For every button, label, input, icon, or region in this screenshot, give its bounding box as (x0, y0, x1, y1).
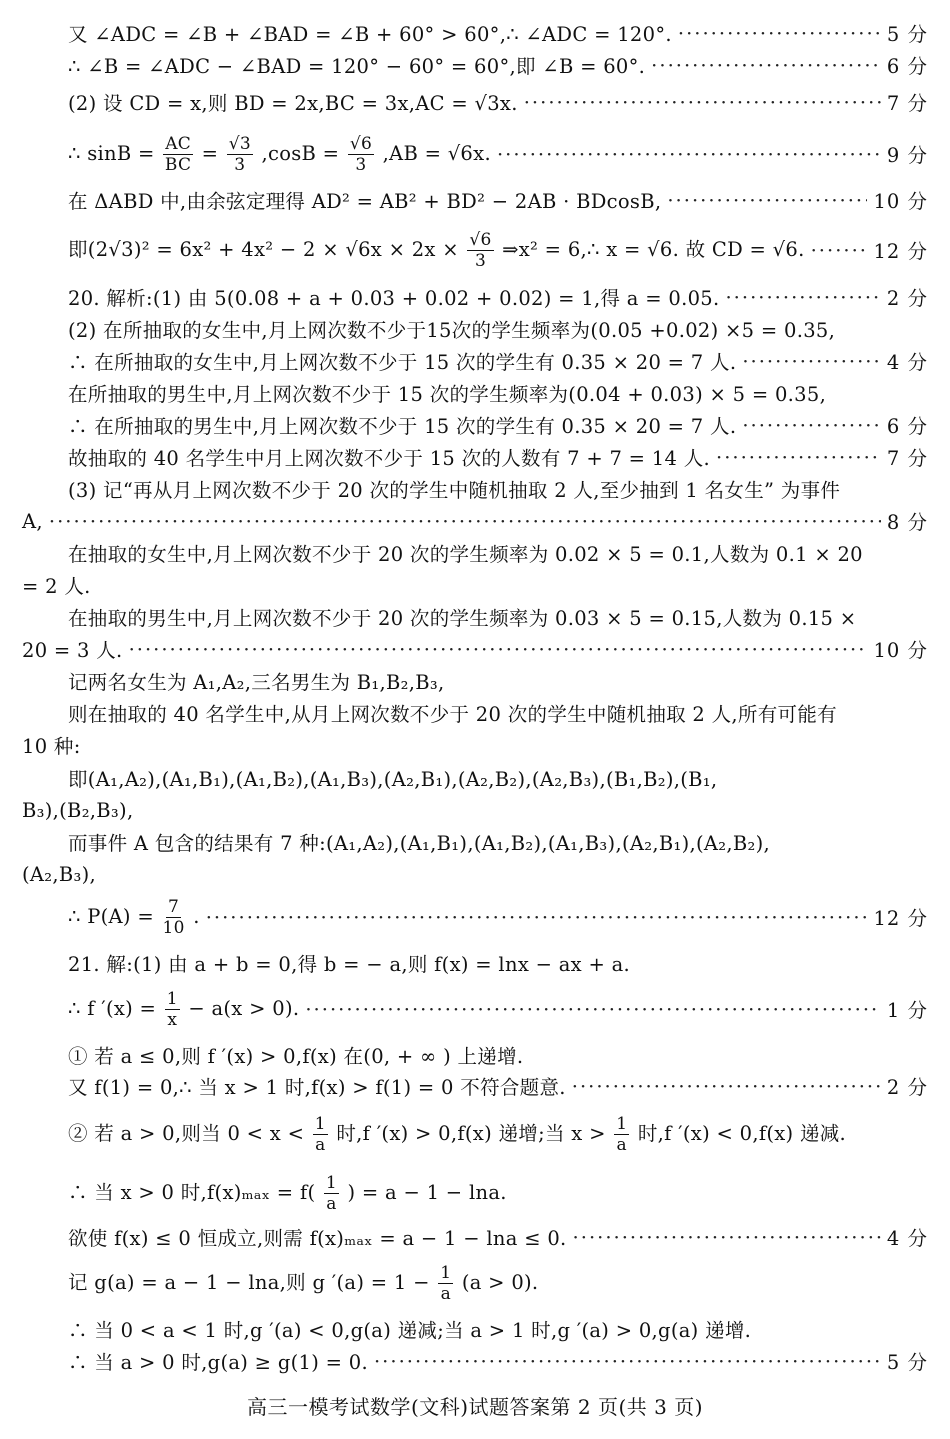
text-line: (2) 设 CD = x,则 BD = 2x,BC = 3x,AC = √3x. ····· 7 分 (0, 86, 950, 118)
text-line: 故抽取的 40 名学生中月上网次数不少于 15 次的人数有 7 + 7 = 14 人. ····· 7 分 (0, 441, 950, 473)
fraction: $\frac{1}{a}$ (314, 1113, 326, 1155)
score-label: 6 分 (886, 55, 928, 78)
score-label: 5 分 (886, 1351, 928, 1374)
fraction: $\frac{1}{a}$ (616, 1113, 628, 1155)
text-line: ∴ f ′(x) = $\frac{1}{x}$ − a(x > 0). ····· 1 分 (0, 981, 950, 1037)
text-line: 则在抽取的 40 名学生中,从月上网次数不少于 20 次的学生中随机抽取 2 人,所有可能有 (68, 703, 837, 726)
fraction: $\frac{7}{10}$ (162, 896, 185, 938)
text-line: 即(2√3)² = 6x² + 4x² − 2 × √6x × 2x × $\frac{√6}{3}$ ⇒x² = 6,∴ x = √6. 故 CD = √6. ····· 12 分 (0, 222, 950, 278)
text-line: ∴ 当 0 < a < 1 时,g ′(a) < 0,g(a) 递减;当 a > 1 时,g ′(a) > 0,g(a) 递增. (68, 1319, 752, 1342)
score-label: 10 分 (873, 639, 928, 662)
text-line: ∴ 在所抽取的男生中,月上网次数不少于 15 次的学生有 0.35 × 20 = 7 人. ····· 6 分 (0, 409, 950, 441)
text-line: 又 f(1) = 0,∴ 当 x > 1 时,f(x) > f(1) = 0 不符合题意. ····· 2 分 (0, 1070, 950, 1102)
score-label: 5 分 (886, 23, 928, 46)
text-line: (2) 在所抽取的女生中,月上网次数不少于15次的学生频率为(0.05 +0.02) ×5 = 0.35, (68, 319, 836, 342)
score-label: 2 分 (886, 1076, 928, 1099)
score-label: 1 分 (886, 999, 928, 1022)
fraction: $\frac{√3}{3}$ (228, 133, 251, 175)
score-label: 2 分 (886, 287, 928, 310)
text-line: = 2 人. (22, 575, 91, 598)
text-line: (A₂,B₃), (22, 862, 97, 886)
text-line: 记两名女生为 A₁,A₂,三名男生为 B₁,B₂,B₃, (68, 671, 445, 694)
text-line: 欲使 f(x) ≤ 0 恒成立,则需 f(x)ₘₐₓ = a − 1 − lna ≤ 0. ····· 4 分 (0, 1221, 950, 1253)
text-line: 10 种: (22, 735, 81, 758)
score-label: 9 分 (886, 144, 928, 167)
text-line: ∴ 在所抽取的女生中,月上网次数不少于 15 次的学生有 0.35 × 20 = 7 人. ····· 4 分 (0, 345, 950, 377)
text-line: ① 若 a ≤ 0,则 f ′(x) > 0,f(x) 在(0, + ∞ ) 上递增. (68, 1045, 524, 1068)
text-line: ② 若 a > 0,则当 0 < x < $\frac{1}{a}$ 时,f ′(x) > 0,f(x) 递增;当 x > $\frac{1}{a}$ 时,f ′(x) < 0,f(x) 递减. (68, 1113, 847, 1155)
score-label: 7 分 (886, 92, 928, 115)
text-line: 在 ΔABD 中,由余弦定理得 AD² = AB² + BD² − 2AB · BDcosB, ····· 10 分 (0, 184, 950, 216)
text-line: 而事件 A 包含的结果有 7 种:(A₁,A₂),(A₁,B₁),(A₁,B₂),(A₁,B₃),(A₂,B₁),(A₂,B₂), (68, 832, 771, 855)
score-label: 4 分 (886, 1227, 928, 1250)
score-label: 4 分 (886, 351, 928, 374)
fraction: $\frac{1}{x}$ (166, 988, 178, 1030)
score-label: 6 分 (886, 415, 928, 438)
text-line: 在抽取的男生中,月上网次数不少于 20 次的学生频率为 0.03 × 5 = 0.15,人数为 0.15 × (68, 607, 857, 630)
text-line: 记 g(a) = a − 1 − lna,则 g ′(a) = 1 − $\frac{1}{a}$ (a > 0). (68, 1262, 539, 1304)
text-line: ∴ sinB = $\frac{AC}{BC}$ = $\frac{√3}{3}$ ,cosB = $\frac{√6}{3}$ ,AB = √6x. ····· 9 分 (0, 126, 950, 182)
score-label: 7 分 (886, 447, 928, 470)
text-line: 21. 解:(1) 由 a + b = 0,得 b = − a,则 f(x) = lnx − ax + a. (68, 953, 631, 976)
text-line: A, ····· 8 分 (0, 505, 950, 537)
score-label: 8 分 (886, 511, 928, 534)
page-footer: 高三一模考试数学(文科)试题答案第 2 页(共 3 页) (246, 1395, 704, 1419)
text-line: (3) 记“再从月上网次数不少于 20 次的学生中随机抽取 2 人,至少抽到 1 名女生” 为事件 (68, 479, 841, 502)
text-line: ∴ ∠B = ∠ADC − ∠BAD = 120° − 60° = 60°,即 ∠B = 60°. ····· 6 分 (0, 49, 950, 81)
fraction: $\frac{√6}{3}$ (349, 133, 373, 175)
score-label: 12 分 (873, 240, 928, 263)
text-line: 在所抽取的男生中,月上网次数不少于 15 次的学生频率为(0.04 + 0.03) × 5 = 0.35, (68, 383, 827, 406)
score-label: 12 分 (873, 907, 928, 930)
fraction: $\frac{√6}{3}$ (469, 229, 492, 271)
fraction: $\frac{1}{a}$ (440, 1262, 452, 1304)
text-line: 又 ∠ADC = ∠B + ∠BAD = ∠B + 60° > 60°,∴ ∠ADC = 120°. ····· 5 分 (0, 17, 950, 49)
text-line: ∴ P(A) = $\frac{7}{10}$ . ····· 12 分 (0, 889, 950, 945)
fraction: $\frac{AC}{BC}$ (164, 133, 192, 175)
text-line: 20. 解析:(1) 由 5(0.08 + a + 0.03 + 0.02 + 0.02) = 1,得 a = 0.05. ····· 2 分 (0, 281, 950, 313)
text-line: 即(A₁,A₂),(A₁,B₁),(A₁,B₂),(A₁,B₃),(A₂,B₁),(A₂,B₂),(A₂,B₃),(B₁,B₂),(B₁, (68, 768, 718, 791)
score-label: 10 分 (873, 190, 928, 213)
text-line: ∴ 当 a > 0 时,g(a) ≥ g(1) = 0. ····· 5 分 (0, 1345, 950, 1377)
text-line: 20 = 3 人. ····· 10 分 (0, 633, 950, 665)
text-line: 在抽取的女生中,月上网次数不少于 20 次的学生频率为 0.02 × 5 = 0.1,人数为 0.1 × 20 (68, 543, 863, 566)
fraction: $\frac{1}{a}$ (325, 1172, 337, 1214)
text-line: ∴ 当 x > 0 时,f(x)ₘₐₓ = f( $\frac{1}{a}$ ) = a − 1 − lna. (68, 1172, 507, 1214)
text-line: B₃),(B₂,B₃), (22, 798, 134, 822)
